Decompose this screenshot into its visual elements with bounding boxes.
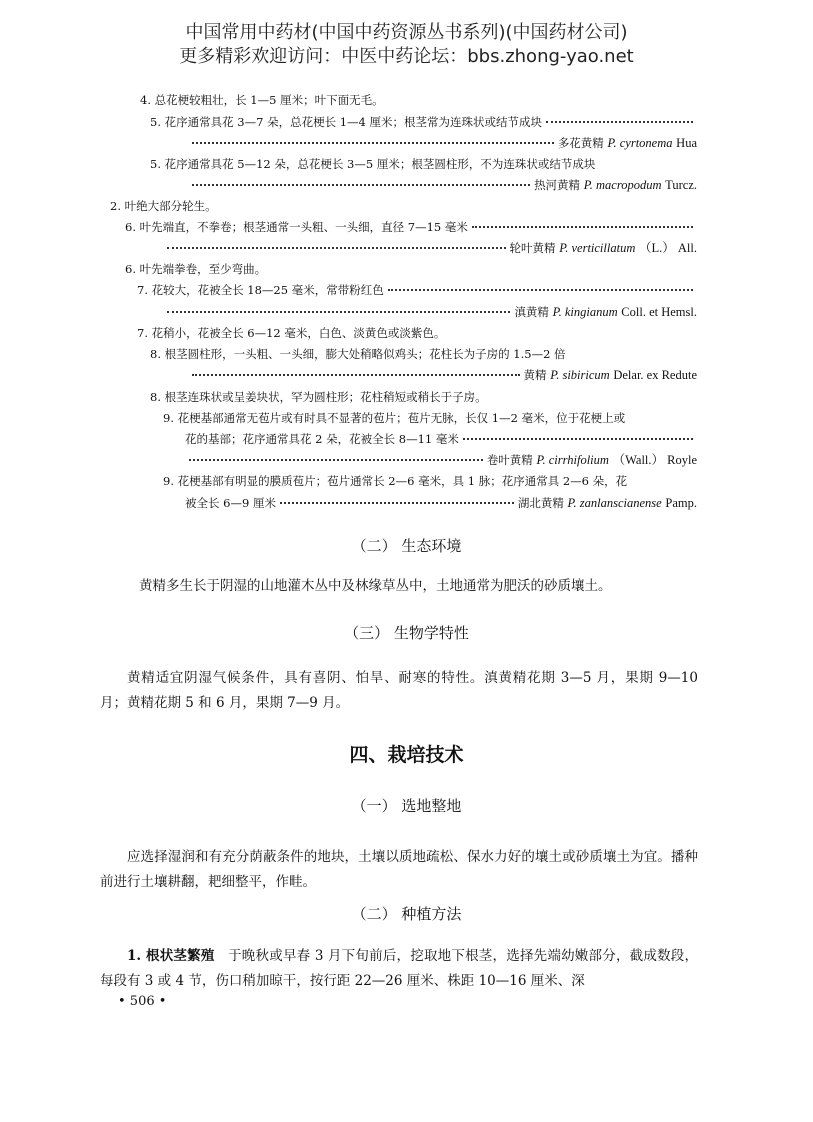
section-heading-site: （一） 选地整地 <box>351 797 462 815</box>
key-line <box>163 304 697 320</box>
dot-leader <box>192 142 554 144</box>
key-text: 4. 总花梗较粗壮，长 1—5 厘米；叶下面无毛。 <box>140 93 384 107</box>
page-number: • 506 • <box>118 994 167 1009</box>
key-line <box>125 219 697 235</box>
species-name: 湖北黄精 <box>517 496 564 510</box>
key-text: 7. 花较大，花被全长 18—25 毫米，常带粉红色 <box>137 283 384 297</box>
key-text: 5. 花序通常具花 5—12 朵，总花梗长 3—5 厘米；根茎圆柱形，不为连珠状或结节成块 <box>150 157 596 171</box>
dot-leader <box>167 311 510 313</box>
key-text: 8. 根茎连珠状或呈姜块状，罕为圆柱形；花柱稍短或稍长于子房。 <box>150 390 487 404</box>
species-author: （L.） All. <box>639 241 697 255</box>
paragraph-biology: 黄精适宜阴湿气候条件，具有喜阴、怕旱、耐寒的特性。滇黄精花期 3—5 月，果期 9—10 月；黄精花期 5 和 6 月，果期 7—9 月。 <box>100 670 698 711</box>
key-line <box>163 410 625 426</box>
dot-leader <box>167 247 506 249</box>
method-text: 于晚秋或早春 3 月下旬前后，挖取地下根茎，选择先端幼嫩部分，截成数段，每段有 3 或 4 节，伤口稍加晾干，按行距 22—26 厘米、株距 10—16 厘米、深 <box>100 948 699 989</box>
species-latin: P. kingianum <box>552 305 618 319</box>
key-text: 8. 根茎圆柱形，一头粗、一头细，膨大处稍略似鸡头；花柱长为子房的 1.5—2 倍 <box>150 347 566 361</box>
method-label: 1. 根状茎繁殖 <box>127 948 215 964</box>
key-line <box>185 431 697 447</box>
species-author: Pamp. <box>665 496 697 510</box>
key-text: 被全长 6—9 厘米 <box>185 496 276 510</box>
species-name: 热河黄精 <box>534 178 581 192</box>
key-line <box>137 325 445 341</box>
header-line-1: 中国常用中药材(中国中药资源丛书系列)(中国药材公司) <box>185 22 628 43</box>
dot-leader <box>192 374 520 376</box>
key-line <box>150 114 697 130</box>
species-name: 轮叶黄精 <box>509 241 556 255</box>
key-line <box>150 389 487 405</box>
species-author: Hua <box>676 136 697 150</box>
key-line <box>125 261 266 277</box>
key-text: 5. 花序通常具花 3—7 朵，总花梗长 1—4 厘米；根茎常为连珠状或结节成块 <box>150 115 543 129</box>
key-text: 9. 花梗基部有明显的膜质苞片；苞片通常长 2—6 毫米，具 1 脉；花序通常具 2—6 朵，花 <box>163 474 628 488</box>
key-line <box>150 156 595 172</box>
species-author: Delar. ex Redute <box>613 368 697 382</box>
dot-leader <box>280 502 514 504</box>
key-line <box>150 346 566 362</box>
key-text: 6. 叶先端拳卷，至少弯曲。 <box>125 262 267 276</box>
key-line <box>163 473 627 489</box>
key-line <box>137 282 697 298</box>
key-line <box>188 177 697 193</box>
key-line <box>188 367 697 383</box>
dot-leader <box>388 289 693 291</box>
species-name: 卷叶黄精 <box>486 453 533 467</box>
key-line <box>140 92 384 108</box>
species-latin: P. cyrtonema <box>607 136 673 150</box>
paragraph-ecology: 黄精多生长于阴湿的山地灌木丛中及林缘草丛中，土地通常为肥沃的砂质壤土。 <box>139 578 612 594</box>
species-name: 滇黄精 <box>514 305 549 319</box>
key-line <box>110 198 217 214</box>
key-text: 2. 叶绝大部分轮生。 <box>110 199 217 213</box>
key-text: 花的基部；花序通常具花 2 朵，花被全长 8—11 毫米 <box>185 432 459 446</box>
section-heading-ecology: （二） 生态环境 <box>351 537 462 555</box>
paragraph-site: 应选择湿润和有充分荫蔽条件的地块，土壤以质地疏松、保水力好的壤土或砂质壤土为宜。播种前进行土壤耕翻，耙细整平，作畦。 <box>100 849 698 890</box>
species-author: （Wall.） Royle <box>612 453 697 467</box>
species-latin: P. sibiricum <box>550 368 610 382</box>
species-latin: P. macropodum <box>583 178 662 192</box>
key-text: 6. 叶先端直，不拳卷；根茎通常一头粗、一头细，直径 7—15 毫米 <box>125 220 468 234</box>
species-latin: P. verticillatum <box>559 241 636 255</box>
key-line <box>163 240 697 256</box>
species-latin: P. zanlanscianense <box>567 496 662 510</box>
species-author: Coll. et Hemsl. <box>621 305 697 319</box>
section-heading-planting: （二） 种植方法 <box>351 905 462 923</box>
header-line-2: 更多精彩欢迎访问：中医中药论坛：bbs.zhong-yao.net <box>179 46 634 67</box>
key-line <box>185 452 697 468</box>
paragraph-planting <box>100 944 698 993</box>
dot-leader <box>546 121 693 123</box>
chapter-heading: 四、栽培技术 <box>349 744 464 766</box>
dot-leader <box>192 184 530 186</box>
key-text: 9. 花梗基部通常无苞片或有时具不显著的苞片；苞片无脉，长仅 1—2 毫米，位于花梗上或 <box>163 411 626 425</box>
section-heading-biology: （三） 生物学特性 <box>344 624 469 642</box>
species-latin: P. cirrhifolium <box>536 453 609 467</box>
dot-leader <box>472 226 693 228</box>
dot-leader <box>463 438 693 440</box>
species-name: 多花黄精 <box>557 136 604 150</box>
dot-leader <box>189 459 483 461</box>
key-text: 7. 花稍小，花被全长 6—12 毫米，白色、淡黄色或淡紫色。 <box>137 326 446 340</box>
key-line <box>188 135 697 151</box>
key-line <box>185 495 697 511</box>
species-name: 黄精 <box>523 368 547 382</box>
species-author: Turcz. <box>665 178 697 192</box>
